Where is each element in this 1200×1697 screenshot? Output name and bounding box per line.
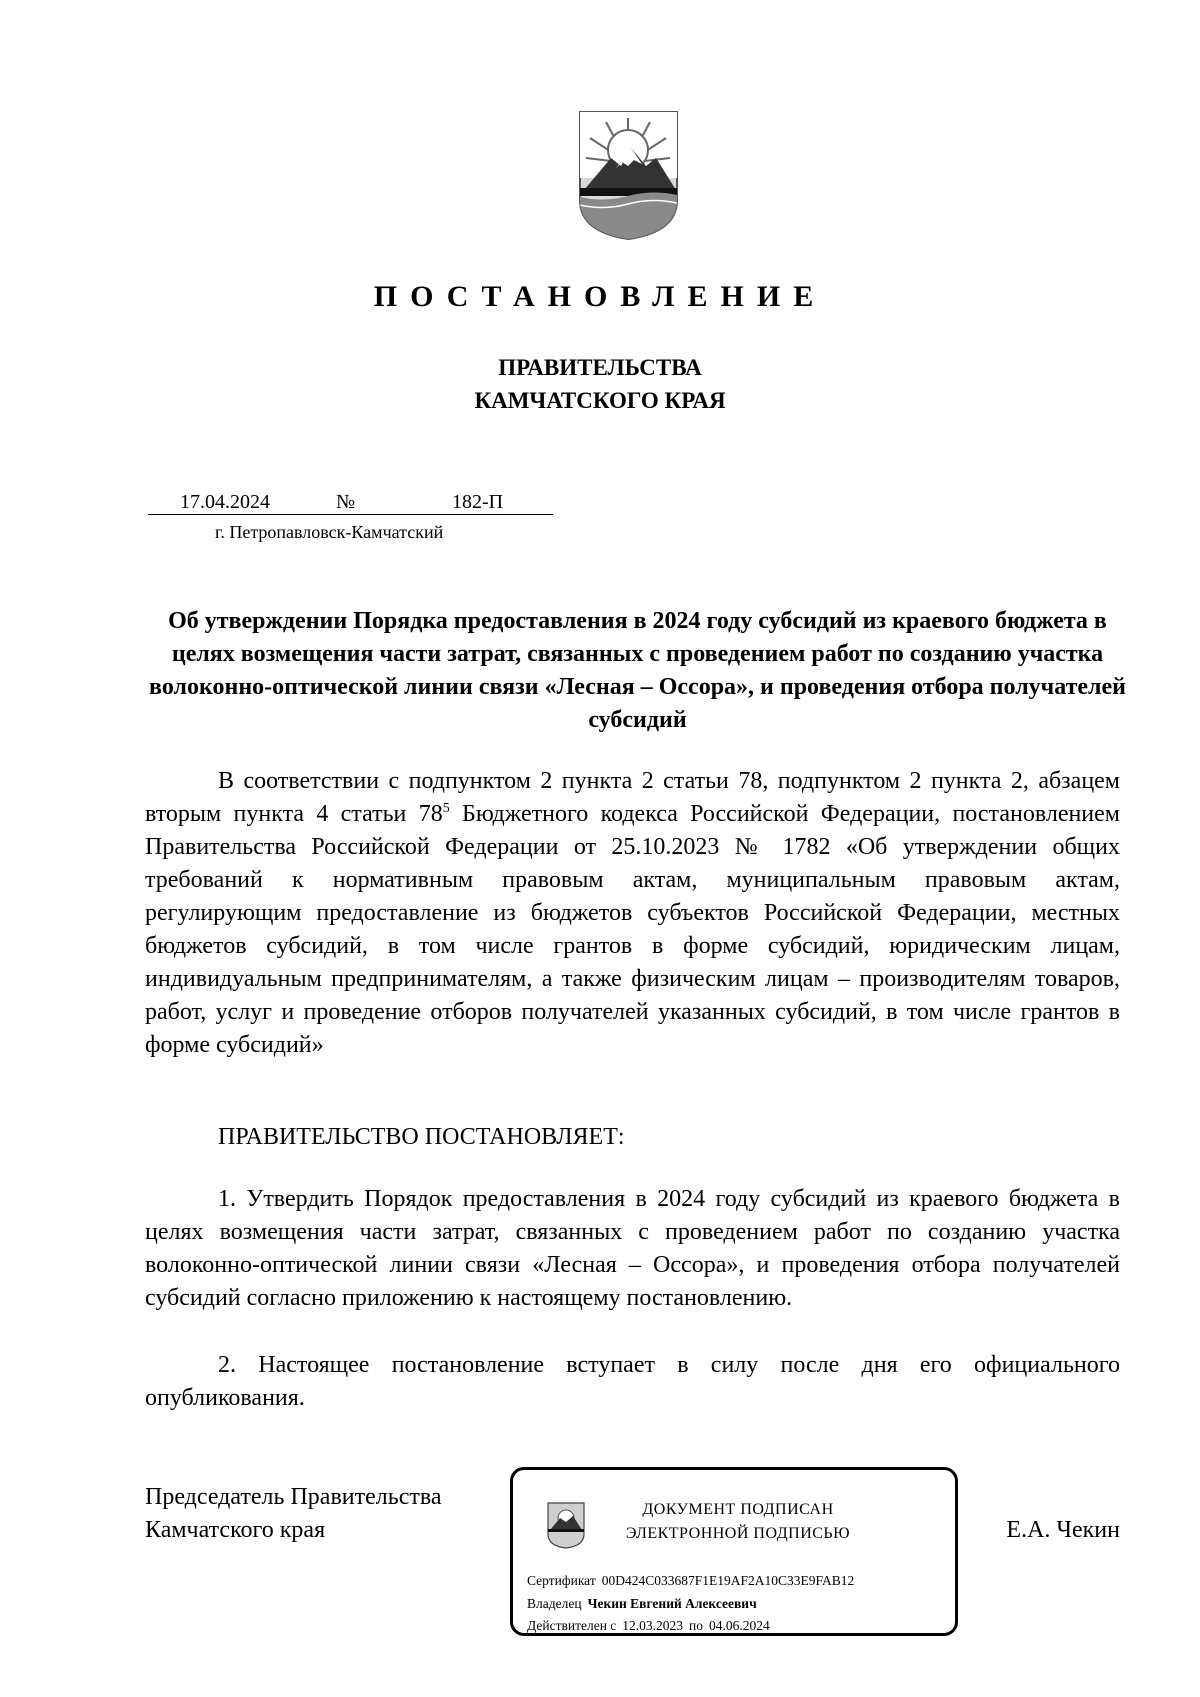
stamp-owner-row xyxy=(527,1596,757,1612)
electronic-signature-stamp xyxy=(510,1467,958,1636)
valid-to-label: по xyxy=(689,1618,704,1633)
number-sign: № xyxy=(336,491,356,513)
document-type-title: ПОСТАНОВЛЕНИЕ xyxy=(373,280,827,313)
preamble-superscript: 5 xyxy=(442,801,450,816)
certificate-label: Сертификат xyxy=(527,1573,596,1588)
preamble-text-2: Бюджетного кодекса Российской Федерации, постановлением Правительства Российской Федерации от 25.10.2023 № 1782 «Об утверждении общих требований к нормативным правовым актам, муниципальным правовым актам, регулирующим предоставление из бюджетов субъектов Российской Федерации, местных бюджетов субсидий, в том числе грантов в форме субсидий, юридическим лицам, индивидуальным предпринимателям, а также физическим лицам – производителям товаров, работ, услуг и проведение отборов получателей указанных субсидий, в том числе грантов в форме субсидий» xyxy=(145,801,1120,1058)
valid-label: Действителен с xyxy=(527,1618,617,1633)
authority-line-1: ПРАВИТЕЛЬСТВА xyxy=(498,355,702,380)
valid-to: 04.06.2024 xyxy=(709,1618,770,1633)
preamble-text-1: В соответствии с подпунктом 2 пункта 2 статьи 78, подпунктом 2 пункта 2, абзацем вторым пункта 4 статьи 78 xyxy=(145,768,1120,827)
valid-from: 12.03.2023 xyxy=(622,1618,684,1633)
certificate-value: 00D424C033687F1E19AF2A10C33E9FAB12 xyxy=(601,1573,855,1588)
registration-number: 182-П xyxy=(452,491,504,513)
resolves-heading: ПРАВИТЕЛЬСТВО ПОСТАНОВЛЯЕТ: xyxy=(218,1124,625,1150)
signer-position-line-2: Камчатского края xyxy=(145,1517,326,1543)
stamp-certificate-row xyxy=(527,1573,854,1589)
authority-line-2: КАМЧАТСКОГО КРАЯ xyxy=(474,388,726,413)
item-1-paragraph: 1. Утвердить Порядок предоставления в 2024 году субсидий из краевого бюджета в целях возмещения части затрат, связанных с проведением работ по созданию участка волоконно-оптической линии связи «Лесная – Оссора», и проведения отбора получателей субсидий согласно приложению к настоящему постановлению. xyxy=(145,1186,1120,1311)
kamchatka-coat-of-arms-icon xyxy=(576,108,681,243)
item-2-paragraph: 2. Настоящее постановление вступает в силу после дня его официального опубликования. xyxy=(145,1352,1120,1411)
stamp-validity-row xyxy=(527,1618,770,1634)
document-subject: Об утверждении Порядка предоставления в 2024 году субсидий из краевого бюджета в целях возмещения части затрат, связанных с проведением работ по созданию участка волоконно-оптической линии связи «Лесная – Оссора», и проведения отбора получателей субсидий xyxy=(149,608,1126,733)
signer-position-line-1: Председатель Правительства xyxy=(145,1484,442,1510)
preamble-paragraph xyxy=(145,765,1120,1062)
signer-position xyxy=(145,1481,442,1547)
stamp-heading xyxy=(613,1498,863,1546)
owner-value: Чекин Евгений Алексеевич xyxy=(587,1596,757,1611)
registration-date: 17.04.2024 xyxy=(180,491,270,513)
stamp-heading-line-1: ДОКУМЕНТ ПОДПИСАН xyxy=(642,1501,834,1518)
signer-name: Е.А. Чекин xyxy=(1006,1517,1120,1543)
city-name: г. Петропавловск-Камчатский xyxy=(215,522,444,542)
registration-line xyxy=(148,490,553,515)
stamp-heading-line-2: ЭЛЕКТРОННОЙ ПОДПИСЬЮ xyxy=(625,1525,851,1542)
owner-label: Владелец xyxy=(527,1596,582,1611)
stamp-emblem-icon xyxy=(545,1500,587,1550)
